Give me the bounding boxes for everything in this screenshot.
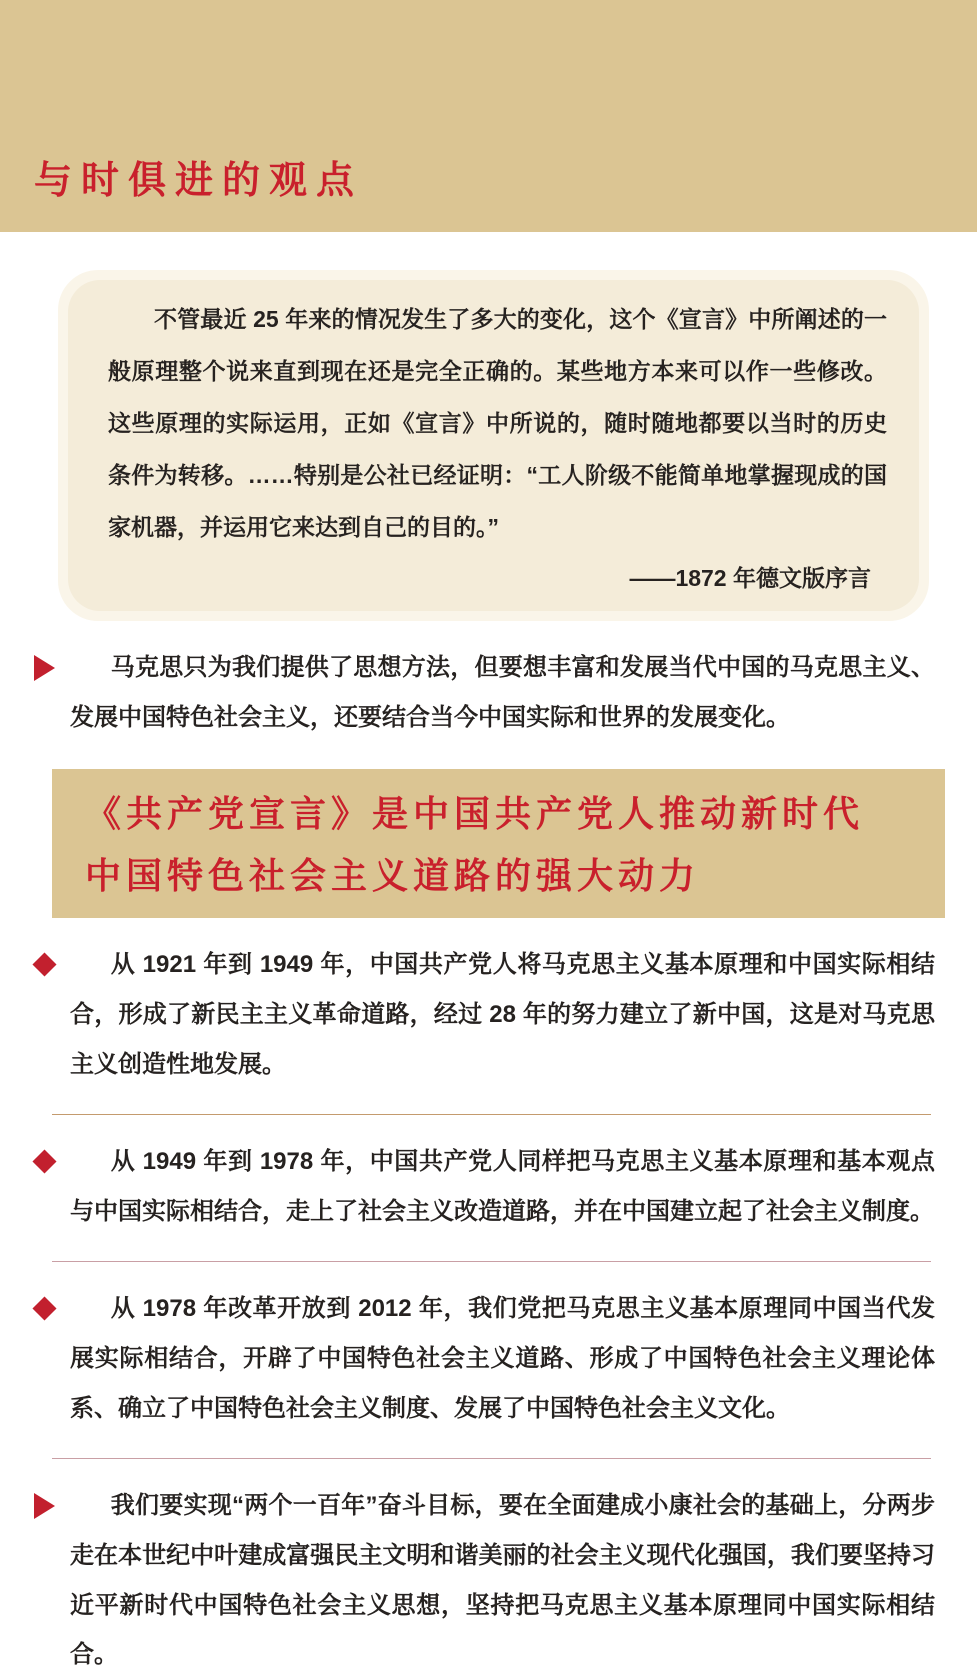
banner-line-1: 《共产党宣言》是中国共产党人推动新时代 — [85, 792, 865, 834]
point-paragraph-3 — [70, 1284, 935, 1434]
quote-text: 不管最近 25 年来的情况发生了多大的变化，这个《宣言》中所阐述的一般原理整个说来直到现在还是完全正确的。某些地方本来可以作一些修改。这些原理的实际运用，正如《宣言》中所说的，随时随地都要以当时的历史条件为转移。……特别是公社已经证明：“工人阶级不能简单地掌握现成的国家机器，并运用它来达到自己的目的。” — [108, 306, 887, 540]
separator-mauve — [52, 1261, 931, 1262]
page-title: 与时俱进的观点 — [34, 160, 364, 202]
point-text-1: 从 1921 年到 1949 年，中国共产党人将马克思主义基本原理和中国实际相结合，形成了新民主主义革命道路，经过 28 年的努力建立了新中国，这是对马克思主义创造性地发展。 — [70, 951, 935, 1079]
point-text-2: 从 1949 年到 1978 年，中国共产党人同样把马克思主义基本原理和基本观点与中国实际相结合，走上了社会主义改造道路，并在中国建立起了社会主义制度。 — [70, 1148, 935, 1226]
separator-tan — [52, 1114, 931, 1115]
point-paragraph-2 — [70, 1137, 935, 1237]
content-area — [0, 270, 977, 1680]
conclusion-paragraph — [70, 1481, 935, 1680]
point-text-3: 从 1978 年改革开放到 2012 年，我们党把马克思主义基本原理同中国当代发展实际相结合，开辟了中国特色社会主义道路、形成了中国特色社会主义理论体系、确立了中国特色社会主义制度、发展了中国特色社会主义文化。 — [70, 1295, 935, 1422]
diamond-bullet-icon — [32, 1150, 56, 1174]
triangle-bullet-icon — [34, 655, 55, 681]
diamond-bullet-icon — [32, 1296, 56, 1320]
point-paragraph-1 — [70, 940, 935, 1090]
diamond-bullet-icon — [32, 953, 56, 977]
separator-mauve — [52, 1458, 931, 1459]
subheading-banner — [52, 769, 945, 919]
quote-attribution: ——1872 年德文版序言 — [629, 564, 871, 591]
intro-paragraph — [70, 643, 935, 743]
triangle-bullet-icon — [34, 1493, 55, 1519]
banner-line-2: 中国特色社会主义道路的强大动力 — [85, 854, 701, 896]
header-band — [0, 0, 977, 232]
conclusion-text: 我们要实现“两个一百年”奋斗目标，要在全面建成小康社会的基础上，分两步走在本世纪中叶建成富强民主文明和谐美丽的社会主义现代化强国，我们要坚持习近平新时代中国特色社会主义思想，坚持把马克思主义基本原理同中国实际相结合。 — [70, 1491, 935, 1669]
quote-box-inner — [68, 280, 919, 611]
quote-box — [58, 270, 929, 621]
intro-text: 马克思只为我们提供了思想方法，但要想丰富和发展当代中国的马克思主义、发展中国特色社会主义，还要结合当今中国实际和世界的发展变化。 — [70, 653, 935, 731]
